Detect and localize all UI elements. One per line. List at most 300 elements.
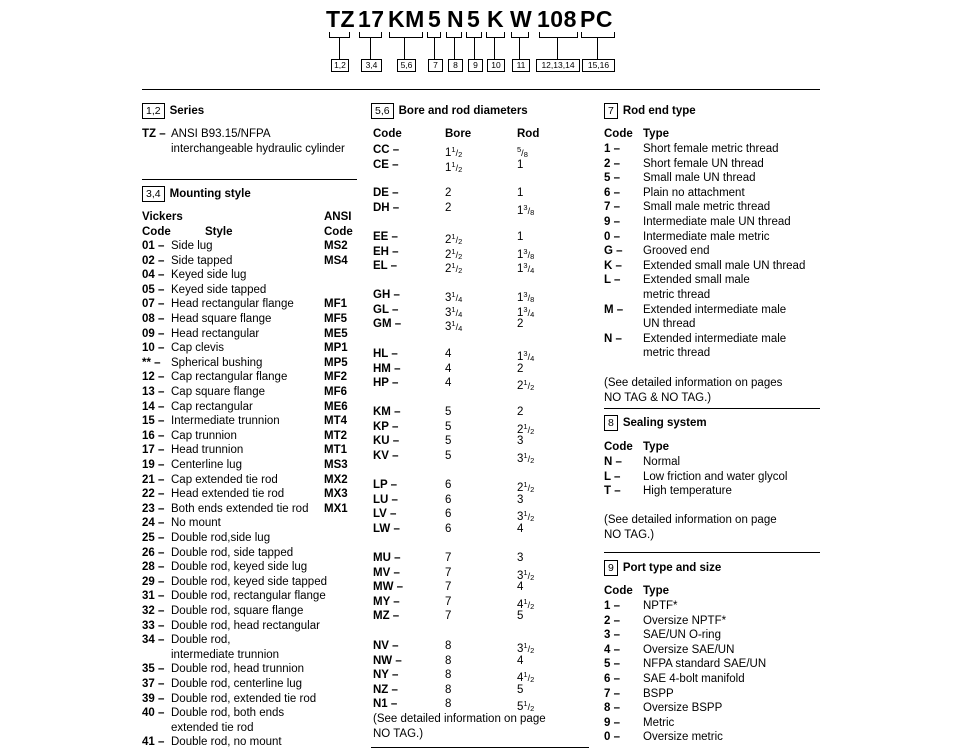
rodend-note1: (See detailed information on pages bbox=[604, 377, 783, 389]
bore-row-bore: 5 bbox=[445, 435, 452, 448]
mounting-row-code: 31 – bbox=[142, 590, 165, 603]
model-code-stem bbox=[557, 37, 558, 59]
model-code-tag: 1,2 bbox=[331, 59, 349, 72]
mounting-h-ansi: ANSI bbox=[324, 211, 352, 223]
top-divider bbox=[142, 89, 820, 90]
mounting-row-code: 32 – bbox=[142, 605, 165, 617]
bore-row-code: LU – bbox=[373, 493, 398, 506]
rodend-row-type: Small male metric thread bbox=[643, 201, 771, 214]
rodend-row-code: G – bbox=[604, 245, 623, 258]
mounting-row-style: intermediate trunnion bbox=[171, 648, 280, 661]
model-code-bracket bbox=[511, 32, 529, 38]
bore-row-bore: 6 bbox=[445, 522, 452, 535]
port-row-type: Oversize metric bbox=[643, 731, 723, 744]
mounting-row-ansi: MF6 bbox=[324, 386, 347, 398]
bore-row-code: KM – bbox=[373, 406, 401, 418]
bore-row-bore: 8 bbox=[445, 669, 452, 682]
model-code-bracket bbox=[389, 32, 423, 38]
model-code-segment: W bbox=[510, 6, 533, 32]
mounting-row-style: Double rod, rectangular flange bbox=[171, 590, 326, 603]
mounting-row-code: 17 – bbox=[142, 444, 165, 457]
bore-row-rod: $3^1/_2$ bbox=[517, 509, 535, 524]
bore-row-rod: $^5/_8$ bbox=[517, 145, 528, 159]
rodend-row-type: Intermediate male metric bbox=[643, 230, 770, 243]
bore-row-bore: 5 bbox=[445, 420, 452, 433]
bore-row-rod: $5^1/_2$ bbox=[517, 699, 535, 714]
bore-row-code: NV – bbox=[373, 640, 399, 652]
sealing-row-type: Normal bbox=[643, 456, 681, 468]
bore-row-bore: $3^1/_4$ bbox=[445, 290, 463, 304]
mounting-row-style: Side tapped bbox=[171, 254, 233, 267]
bore-row-bore: 6 bbox=[445, 479, 452, 491]
bore-row-code: CC – bbox=[373, 144, 400, 156]
sealing-h-code: Code bbox=[604, 441, 633, 453]
mounting-row-style: Cap extended tie rod bbox=[171, 473, 278, 486]
bore-row-code: GH – bbox=[373, 289, 400, 301]
bore-row-rod: $2^1/_2$ bbox=[517, 421, 535, 436]
mounting-row-style: Cap clevis bbox=[171, 342, 225, 355]
port-row-type: SAE 4-bolt manifold bbox=[643, 673, 745, 685]
rodend-row-type: UN thread bbox=[643, 318, 696, 331]
mounting-row-code: 41 – bbox=[142, 736, 165, 749]
mounting-row-code: 35 – bbox=[142, 663, 165, 676]
mounting-row-ansi: MS4 bbox=[324, 254, 348, 267]
bore-row-bore: 4 bbox=[445, 377, 452, 390]
mounting-row-style: Double rod, head trunnion bbox=[171, 663, 304, 676]
rodend-box: 7 bbox=[604, 103, 618, 119]
bore-row-code: KU – bbox=[373, 435, 400, 448]
bore-row-code: GM – bbox=[373, 318, 402, 331]
bore-row-bore: 8 bbox=[445, 683, 452, 696]
port-row-type: NPTF* bbox=[643, 600, 678, 612]
bore-row-rod: $1^3/_4$ bbox=[517, 304, 535, 319]
bore-row-rod: 5 bbox=[517, 610, 524, 623]
sealing-row-type: High temperature bbox=[643, 485, 732, 498]
mounting-row-style: Double rod, keyed side lug bbox=[171, 561, 308, 574]
rodend-row-type: Grooved end bbox=[643, 245, 710, 258]
bore-row-code: EH – bbox=[373, 245, 399, 258]
mounting-row-code: 37 – bbox=[142, 678, 165, 690]
model-code-tag: 11 bbox=[512, 59, 530, 72]
mounting-row-style: Spherical bushing bbox=[171, 356, 263, 369]
mounting-row-style: Side lug bbox=[171, 240, 213, 252]
mounting-row-style: Cap rectangular bbox=[171, 400, 253, 413]
bore-row-code: MZ – bbox=[373, 610, 400, 623]
sealing-title bbox=[604, 415, 707, 431]
mounting-row-ansi: MX2 bbox=[324, 473, 348, 486]
model-code-tag: 9 bbox=[468, 59, 483, 72]
mounting-row-code: 28 – bbox=[142, 561, 165, 574]
mounting-row-code: 23 – bbox=[142, 502, 165, 515]
series-code: TZ – bbox=[142, 128, 166, 140]
bore-row-code: DE – bbox=[373, 187, 399, 199]
mounting-row-code: 13 – bbox=[142, 386, 165, 398]
bore-note1: (See detailed information on page bbox=[373, 713, 546, 725]
rodend-row-code: 6 – bbox=[604, 186, 620, 199]
mounting-row-ansi: MP5 bbox=[324, 356, 348, 369]
mounting-row-style: Double rod, keyed side tapped bbox=[171, 575, 327, 588]
bore-row-rod: 4 bbox=[517, 654, 524, 667]
bore-row-rod: $2^1/_2$ bbox=[517, 378, 535, 393]
port-row-type: Oversize SAE/UN bbox=[643, 643, 735, 656]
bore-row-rod: $1^3/_8$ bbox=[517, 290, 535, 304]
series-line2: interchangeable hydraulic cylinder bbox=[171, 143, 345, 155]
bore-row-bore: $1^1/_2$ bbox=[445, 145, 463, 159]
mounting-row-code: 40 – bbox=[142, 707, 165, 720]
bore-row-code: EE – bbox=[373, 231, 398, 243]
mounting-row-style: Double rod, square flange bbox=[171, 605, 304, 617]
rodend-row-code: N – bbox=[604, 332, 622, 345]
mounting-h-code: Code bbox=[142, 226, 171, 238]
rodend-row-code: 5 – bbox=[604, 172, 620, 185]
mounting-row-ansi: MF2 bbox=[324, 371, 347, 384]
model-code-tag: 12,13,14 bbox=[536, 59, 580, 72]
rodend-title bbox=[604, 103, 696, 119]
bore-row-code: CE – bbox=[373, 158, 399, 171]
port-row-code: 1 – bbox=[604, 600, 620, 612]
mounting-row-code: 39 – bbox=[142, 692, 165, 705]
bore-row-code: LW – bbox=[373, 522, 400, 535]
series-line1: ANSI B93.15/NFPA bbox=[171, 128, 271, 140]
bore-row-bore: $1^1/_2$ bbox=[445, 159, 463, 174]
mounting-row-code: 24 – bbox=[142, 517, 165, 530]
mounting-row-style: Double rod, extended tie rod bbox=[171, 692, 317, 705]
bore-row-bore: 5 bbox=[445, 406, 452, 418]
mounting-row-ansi: ME5 bbox=[324, 327, 348, 340]
rodend-h-type: Type bbox=[643, 128, 669, 140]
mounting-row-code: 02 – bbox=[142, 254, 165, 267]
port-row-type: Oversize BSPP bbox=[643, 702, 723, 715]
mounting-h-style: Style bbox=[205, 226, 233, 238]
mounting-row-ansi: MT2 bbox=[324, 429, 347, 442]
mounting-row-style: Cap rectangular flange bbox=[171, 371, 288, 384]
mounting-row-style: Double rod, no mount bbox=[171, 736, 282, 749]
mounting-row-ansi: MX1 bbox=[324, 502, 348, 515]
port-box: 9 bbox=[604, 560, 618, 576]
bore-row-rod: $4^1/_2$ bbox=[517, 670, 535, 685]
port-row-code: 6 – bbox=[604, 673, 620, 685]
sealing-row-type: Low friction and water glycol bbox=[643, 470, 788, 483]
mounting-row-ansi: MP1 bbox=[324, 342, 348, 355]
bore-row-bore: $3^1/_4$ bbox=[445, 319, 463, 334]
mounting-row-style: Head trunnion bbox=[171, 444, 244, 457]
model-code-stem bbox=[370, 37, 371, 59]
model-code-tag: 15,16 bbox=[582, 59, 615, 72]
port-row-type: Oversize NPTF* bbox=[643, 614, 727, 627]
bore-row-rod: 2 bbox=[517, 318, 524, 331]
model-code-segment: 108 bbox=[537, 6, 577, 32]
port-h-type: Type bbox=[643, 585, 669, 597]
bore-title bbox=[371, 103, 528, 119]
mounting-row-code: 25 – bbox=[142, 532, 165, 544]
bore-row-rod: 1 bbox=[517, 187, 524, 199]
port-row-code: 4 – bbox=[604, 643, 620, 656]
model-code-segment: TZ bbox=[326, 6, 356, 32]
rodend-row-type: Intermediate male UN thread bbox=[643, 216, 791, 228]
port-h-code: Code bbox=[604, 585, 633, 597]
rodend-row-code: M – bbox=[604, 303, 624, 316]
bore-row-code: MU – bbox=[373, 552, 401, 564]
port-row-code: 9 – bbox=[604, 716, 620, 729]
mounting-row-code: ** – bbox=[142, 356, 161, 369]
mounting-row-style: Keyed side lug bbox=[171, 269, 247, 282]
model-code-stem bbox=[434, 37, 435, 59]
bore-row-rod: $1^3/_4$ bbox=[517, 261, 535, 276]
bore-row-code: N1 – bbox=[373, 698, 398, 711]
bore-row-rod: 1 bbox=[517, 231, 524, 243]
mounting-row-ansi: MX3 bbox=[324, 488, 348, 501]
model-code-segment: N bbox=[447, 6, 465, 32]
mounting-heading: Mounting style bbox=[169, 188, 251, 200]
model-code-bracket bbox=[581, 32, 615, 38]
model-code-tag: 5,6 bbox=[397, 59, 416, 72]
model-code-segment: 5 bbox=[428, 6, 442, 32]
bore-h-bore: Bore bbox=[445, 128, 472, 140]
rodend-row-code: 9 – bbox=[604, 216, 620, 228]
mounting-row-code: 22 – bbox=[142, 488, 165, 501]
mounting-row-code: 33 – bbox=[142, 619, 165, 632]
sealing-box: 8 bbox=[604, 415, 618, 431]
bore-row-bore: 8 bbox=[445, 698, 452, 711]
rodend-h-code: Code bbox=[604, 128, 633, 140]
mounting-row-style: Intermediate trunnion bbox=[171, 415, 280, 428]
model-code-stem bbox=[339, 37, 340, 59]
bore-row-bore: 6 bbox=[445, 508, 452, 521]
bore-row-rod: $1^3/_8$ bbox=[517, 202, 535, 217]
mounting-row-code: 08 – bbox=[142, 313, 165, 325]
mounting-row-ansi: MF1 bbox=[324, 298, 347, 311]
bore-row-rod: 1 bbox=[517, 158, 524, 171]
bore-row-bore: $2^1/_2$ bbox=[445, 261, 463, 276]
port-row-code: 0 – bbox=[604, 731, 620, 744]
model-code-stem bbox=[494, 37, 495, 59]
rodend-row-type: Short female UN thread bbox=[643, 157, 764, 170]
mounting-row-ansi: MS3 bbox=[324, 459, 348, 471]
port-row-code: 5 – bbox=[604, 658, 620, 671]
model-code-tag: 8 bbox=[448, 59, 463, 72]
bore-row-rod: $1^3/_4$ bbox=[517, 349, 535, 363]
mounting-row-style: Cap trunnion bbox=[171, 429, 237, 442]
rodend-row-type: Extended small male bbox=[643, 274, 750, 287]
bore-row-bore: 7 bbox=[445, 581, 452, 594]
bore-note2: NO TAG.) bbox=[373, 728, 424, 740]
bore-row-code: LV – bbox=[373, 508, 397, 521]
model-code-segment: 17 bbox=[358, 6, 385, 32]
series-heading: Series bbox=[169, 105, 205, 117]
mounting-row-code: 34 – bbox=[142, 634, 165, 647]
mounting-row-style: Head extended tie rod bbox=[171, 488, 285, 501]
port-row-code: 7 – bbox=[604, 687, 620, 700]
bore-row-rod: $4^1/_2$ bbox=[517, 596, 535, 611]
mounting-row-style: Double rod, both ends bbox=[171, 707, 285, 720]
mounting-row-code: 01 – bbox=[142, 240, 165, 252]
mounting-row-ansi: ME6 bbox=[324, 400, 348, 413]
rodend-heading: Rod end type bbox=[622, 105, 696, 117]
mounting-row-code: 07 – bbox=[142, 298, 165, 311]
bore-divider bbox=[371, 747, 589, 748]
bore-row-code: EL – bbox=[373, 260, 398, 273]
model-code-segment: K bbox=[487, 6, 505, 32]
bore-row-code: HP – bbox=[373, 377, 399, 390]
bore-row-rod: $1^3/_8$ bbox=[517, 246, 535, 261]
mounting-row-ansi: MF5 bbox=[324, 313, 347, 325]
bore-row-rod: $3^1/_2$ bbox=[517, 567, 535, 582]
bore-row-rod: 3 bbox=[517, 493, 524, 506]
rodend-row-code: L – bbox=[604, 274, 621, 287]
series-divider bbox=[142, 179, 357, 180]
mounting-row-code: 19 – bbox=[142, 459, 165, 471]
rodend-row-type: metric thread bbox=[643, 347, 711, 360]
bore-row-rod: 2 bbox=[517, 362, 524, 375]
mounting-row-code: 04 – bbox=[142, 269, 165, 282]
mounting-row-style: Double rod, side tapped bbox=[171, 546, 294, 559]
rodend-row-code: K – bbox=[604, 259, 622, 272]
sealing-note1: (See detailed information on page bbox=[604, 514, 777, 526]
series-title bbox=[142, 103, 204, 119]
mounting-title bbox=[142, 186, 251, 202]
mounting-row-code: 15 – bbox=[142, 415, 165, 428]
model-code-stem bbox=[519, 37, 520, 59]
model-code-stem bbox=[597, 37, 598, 59]
mounting-row-code: 26 – bbox=[142, 546, 165, 559]
mounting-row-style: Double rod,side lug bbox=[171, 532, 271, 544]
series-box: 1,2 bbox=[142, 103, 165, 119]
mounting-row-ansi: MT1 bbox=[324, 444, 347, 457]
mounting-row-style: Double rod, bbox=[171, 634, 231, 647]
sealing-row-code: N – bbox=[604, 456, 622, 468]
rodend-row-type: Extended small male UN thread bbox=[643, 259, 806, 272]
mounting-h-code2: Code bbox=[324, 226, 353, 238]
rodend-row-type: Short female metric thread bbox=[643, 143, 779, 155]
bore-row-code: NZ – bbox=[373, 683, 398, 696]
mounting-box: 3,4 bbox=[142, 186, 165, 202]
bore-row-code: KP – bbox=[373, 420, 399, 433]
bore-row-rod: 3 bbox=[517, 552, 524, 564]
bore-row-bore: 7 bbox=[445, 552, 452, 564]
bore-row-bore: 4 bbox=[445, 362, 452, 375]
bore-row-bore: 7 bbox=[445, 566, 452, 579]
model-code-segment: 5 bbox=[467, 6, 481, 32]
bore-row-rod: $2^1/_2$ bbox=[517, 480, 535, 494]
bore-row-code: MW – bbox=[373, 581, 404, 594]
model-code-bracket bbox=[539, 32, 578, 38]
bore-row-code: LP – bbox=[373, 479, 398, 491]
port-row-code: 3 – bbox=[604, 629, 620, 642]
sealing-heading: Sealing system bbox=[622, 417, 707, 429]
bore-row-bore: 6 bbox=[445, 493, 452, 506]
mounting-row-style: Both ends extended tie rod bbox=[171, 502, 309, 515]
sealing-h-type: Type bbox=[643, 441, 669, 453]
bore-row-bore: 7 bbox=[445, 610, 452, 623]
bore-row-bore: $3^1/_4$ bbox=[445, 304, 463, 319]
port-row-code: 2 – bbox=[604, 614, 620, 627]
mounting-row-style: Head square flange bbox=[171, 313, 272, 325]
bore-h-rod: Rod bbox=[517, 128, 540, 140]
bore-row-bore: 2 bbox=[445, 187, 452, 199]
mounting-row-code: 29 – bbox=[142, 575, 165, 588]
port-row-type: Metric bbox=[643, 716, 675, 729]
mounting-row-code: 14 – bbox=[142, 400, 165, 413]
rodend-row-type: Extended intermediate male bbox=[643, 332, 787, 345]
mounting-row-code: 12 – bbox=[142, 371, 165, 384]
model-code-tag: 7 bbox=[428, 59, 443, 72]
model-code-stem bbox=[454, 37, 455, 59]
mounting-row-code: 09 – bbox=[142, 327, 165, 340]
bore-row-bore: $2^1/_2$ bbox=[445, 232, 463, 246]
bore-row-bore: 2 bbox=[445, 201, 452, 214]
port-heading: Port type and size bbox=[622, 562, 722, 574]
model-code-stem bbox=[474, 37, 475, 59]
rodend-row-type: Plain no attachment bbox=[643, 186, 745, 199]
bore-row-rod: 5 bbox=[517, 683, 524, 696]
mounting-row-style: Cap square flange bbox=[171, 386, 265, 398]
bore-row-code: MV – bbox=[373, 566, 400, 579]
mounting-h-vickers: Vickers bbox=[142, 211, 183, 223]
rodend-divider bbox=[604, 408, 820, 409]
bore-row-bore: 8 bbox=[445, 654, 452, 667]
mounting-row-style: Double rod, centerline lug bbox=[171, 678, 303, 690]
sealing-row-code: L – bbox=[604, 470, 621, 483]
bore-row-code: NW – bbox=[373, 654, 402, 667]
mounting-row-style: Centerline lug bbox=[171, 459, 242, 471]
port-title bbox=[604, 560, 721, 576]
model-code-tag: 10 bbox=[487, 59, 505, 72]
rodend-row-code: 0 – bbox=[604, 230, 620, 243]
mounting-row-style: Head rectangular bbox=[171, 327, 260, 340]
port-row-type: SAE/UN O-ring bbox=[643, 629, 721, 642]
rodend-row-code: 7 – bbox=[604, 201, 620, 214]
bore-row-bore: 5 bbox=[445, 449, 452, 462]
sealing-note2: NO TAG.) bbox=[604, 529, 655, 541]
rodend-row-type: Extended intermediate male bbox=[643, 303, 787, 316]
bore-row-bore: 4 bbox=[445, 348, 452, 360]
model-code-segment: KM bbox=[388, 6, 425, 32]
port-row-type: NFPA standard SAE/UN bbox=[643, 658, 767, 671]
sealing-divider bbox=[604, 552, 820, 553]
bore-heading: Bore and rod diameters bbox=[398, 105, 528, 117]
rodend-note2: NO TAG & NO TAG.) bbox=[604, 392, 712, 404]
mounting-row-code: 21 – bbox=[142, 473, 165, 486]
bore-row-rod: $3^1/_2$ bbox=[517, 450, 535, 465]
mounting-row-code: 05 – bbox=[142, 283, 165, 296]
bore-row-code: KV – bbox=[373, 449, 399, 462]
bore-row-bore: $2^1/_2$ bbox=[445, 246, 463, 261]
bore-row-rod: $3^1/_2$ bbox=[517, 641, 535, 655]
port-row-code: 8 – bbox=[604, 702, 620, 715]
bore-row-code: DH – bbox=[373, 201, 400, 214]
bore-row-code: HM – bbox=[373, 362, 401, 375]
mounting-row-ansi: MT4 bbox=[324, 415, 347, 428]
bore-row-rod: 4 bbox=[517, 581, 524, 594]
bore-box: 5,6 bbox=[371, 103, 394, 119]
bore-row-rod: 3 bbox=[517, 435, 524, 448]
mounting-row-style: No mount bbox=[171, 517, 221, 530]
bore-h-code: Code bbox=[373, 128, 402, 140]
bore-row-code: MY – bbox=[373, 595, 400, 608]
bore-row-bore: 8 bbox=[445, 640, 452, 652]
mounting-row-style: Head rectangular flange bbox=[171, 298, 294, 311]
port-row-type: BSPP bbox=[643, 687, 674, 700]
mounting-row-style: extended tie rod bbox=[171, 721, 254, 734]
model-code-tag: 3,4 bbox=[361, 59, 382, 72]
mounting-row-style: Keyed side tapped bbox=[171, 283, 267, 296]
bore-row-rod: 2 bbox=[517, 406, 524, 418]
rodend-row-code: 1 – bbox=[604, 143, 620, 155]
mounting-row-code: 10 – bbox=[142, 342, 165, 355]
bore-row-code: GL – bbox=[373, 303, 399, 316]
rodend-row-code: 2 – bbox=[604, 157, 620, 170]
bore-row-bore: 7 bbox=[445, 595, 452, 608]
